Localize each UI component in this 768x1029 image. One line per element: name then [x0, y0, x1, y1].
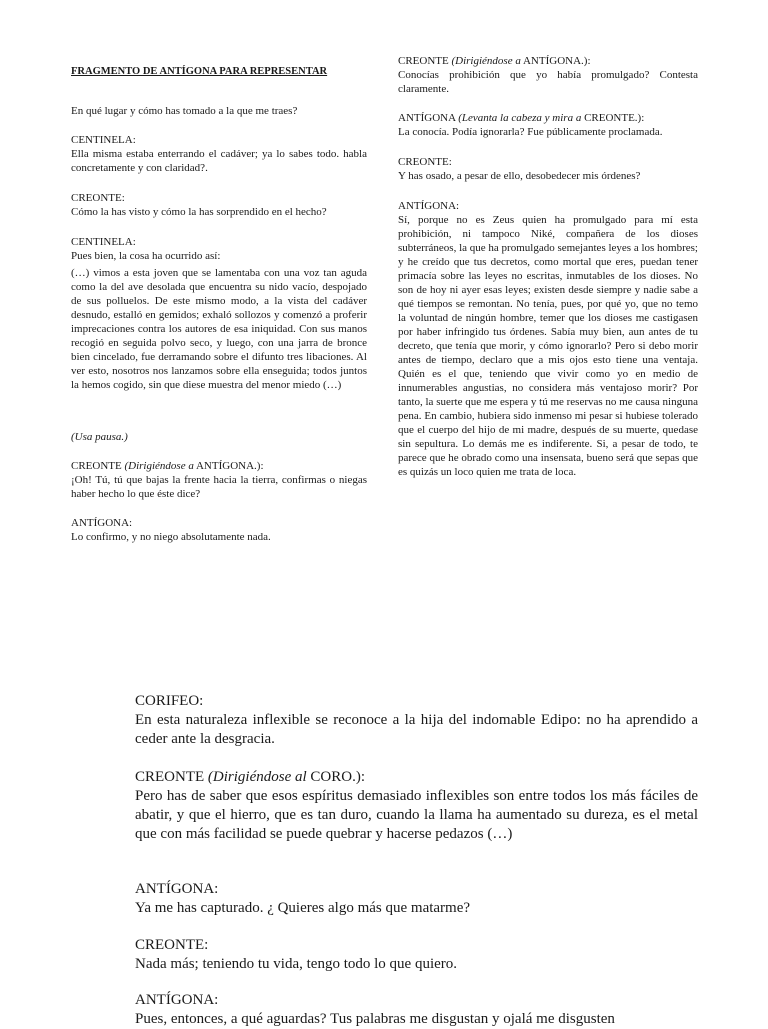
- speaker-name: CREONTE (Dirigiéndose al CORO.):: [135, 769, 366, 785]
- speaker-name: ANTÍGONA:: [398, 200, 460, 212]
- dialogue-text: Nada más; teniendo tu vida, tengo todo lo que quiero.: [135, 956, 458, 972]
- dialogue-block: [135, 936, 698, 974]
- stage-direction: (Usa pausa.): [71, 431, 128, 443]
- dialogue-text: Pues bien, la cosa ha ocurrido así:: [71, 250, 221, 262]
- speaker-name: ANTÍGONA:: [71, 517, 133, 529]
- dialogue-block: [71, 191, 367, 219]
- speaker-name: CREONTE:: [135, 937, 209, 953]
- dialogue-block: [398, 111, 698, 139]
- dialogue-block: [71, 235, 367, 392]
- speaker-name: ANTÍGONA:: [135, 992, 219, 1008]
- speaker-name: CENTINELA:: [71, 134, 136, 146]
- speaker-name: CORIFEO:: [135, 693, 204, 709]
- dialogue-text: La conocía. Podía ignorarla? Fue públicamente proclamada.: [398, 126, 663, 138]
- dialogue-text: ¡Oh! Tú, tú que bajas la frente hacia la tierra, confirmas o niegas haber hecho lo que éste dice?: [71, 474, 367, 500]
- dialogue-text: Pues, entonces, a qué aguardas? Tus palabras me disgustan y ojalá me disgusten: [135, 1011, 615, 1027]
- dialogue-block: [135, 991, 698, 1029]
- dialogue-block: [71, 459, 367, 501]
- speaker-name: CREONTE (Dirigiéndose a ANTÍGONA.):: [398, 55, 591, 67]
- speaker-name: ANTÍGONA (Levanta la cabeza y mira a CREONTE.):: [398, 112, 645, 124]
- dialogue-text: En esta naturaleza inflexible se reconoce a la hija del indomable Edipo: no ha aprendido a ceder ante la desgracia.: [135, 712, 698, 747]
- speaker-name: CREONTE:: [398, 156, 452, 168]
- dialogue-text: (…) vimos a esta joven que se lamentaba con una voz tan aguda como la del ave desolada que encuentra su nido vacío, despojado de sus polluelos. De este mismo modo, a la vista del cadáver desnudo, estalló en gemidos; exhaló sollozos y comenzó a proferir imprecaciones contra los autores de esa iniquidad. Con sus manos recogió en seguida polvo seco, y luego, con una jarra de bronce bien cincelado, fue derramando sobre el difunto tres libaciones. Al ver esto, nosotros nos lanzamos sobre ella enseguida; todos juntos la hemos cogido, sin que diese muestra del menor miedo (…): [71, 267, 367, 391]
- speaker-name: CREONTE (Dirigiéndose a ANTÍGONA.):: [71, 460, 264, 472]
- dialogue-block: [71, 133, 367, 175]
- dialogue-block: [71, 516, 367, 544]
- dialogue-text: Y has osado, a pesar de ello, desobedecer mis órdenes?: [398, 170, 641, 182]
- document-title: FRAGMENTO DE ANTÍGONA PARA REPRESENTAR: [71, 66, 328, 77]
- dialogue-block: [398, 199, 698, 479]
- dialogue-text: Lo confirmo, y no niego absolutamente nada.: [71, 531, 271, 543]
- dialogue-block: [135, 692, 698, 749]
- dialogue-block: [135, 880, 698, 918]
- speaker-name: ANTÍGONA:: [135, 881, 219, 897]
- dialogue-text: Conocías prohibición que yo había promulgado? Contesta claramente.: [398, 69, 698, 95]
- dialogue-text: Ella misma estaba enterrando el cadáver; ya lo sabes todo. habla concretamente y con claridad?.: [71, 148, 367, 174]
- dialogue-text: Pero has de saber que esos espíritus demasiado inflexibles son entre todos los más fáciles de abatir, y que el hierro, que es tan duro, cuando la llama ha aumentado su dureza, es el metal que con más facilidad se puede quebrar y hacerse pedazos (…): [135, 788, 698, 842]
- speaker-name: CENTINELA:: [71, 236, 136, 248]
- question-line: En qué lugar y cómo has tomado a la que me traes?: [71, 105, 298, 117]
- speaker-name: CREONTE:: [71, 192, 125, 204]
- dialogue-text: Ya me has capturado. ¿ Quieres algo más que matarme?: [135, 900, 471, 916]
- dialogue-block: [398, 54, 698, 96]
- dialogue-block: [135, 768, 698, 844]
- dialogue-text: Sí, porque no es Zeus quien ha promulgado para mí esta prohibición, ni tampoco Niké, compañera de los dioses subterráneos, la que ha promulgado semejantes leyes a los hombres; y he creído que tus decretos, como mortal que eres, puedan tener primacía sobre las leyes no escritas, inmutables de los dioses. No son de hoy ni ayer esas leyes; existen desde siempre y nadie sabe a qué tiempos se remontan. No tenía, pues, por qué yo, que no temo la voluntad de ningún hombre, temer que los dioses me castigasen por haber infringido tus órdenes. Sabía muy bien, aun antes de tu decreto, que tenía que morir, y cómo ignorarlo? Pero si debo morir antes de tiempo, declaro que a mis ojos esto tiene una ventaja. Quién es el que, teniendo que vivir como yo en medio de innumerables angustias, no considera más ventajoso morir? Por tanto, la suerte que me espera y tú me reservas no me causa ninguna pena. En cambio, hubiera sido inmenso mi pesar si hubiese tolerado que el cuerpo del hijo de mi madre, después de su muerte, quedase sin sepultura. Lo demás me es indiferente. Si, a pesar de todo, te parece que he obrado como una insensata, bueno será que sepas que es quizás un loco quien me trata de loca.: [398, 214, 698, 478]
- dialogue-text: Cómo la has visto y cómo la has sorprendido en el hecho?: [71, 206, 327, 218]
- dialogue-block: [398, 155, 698, 183]
